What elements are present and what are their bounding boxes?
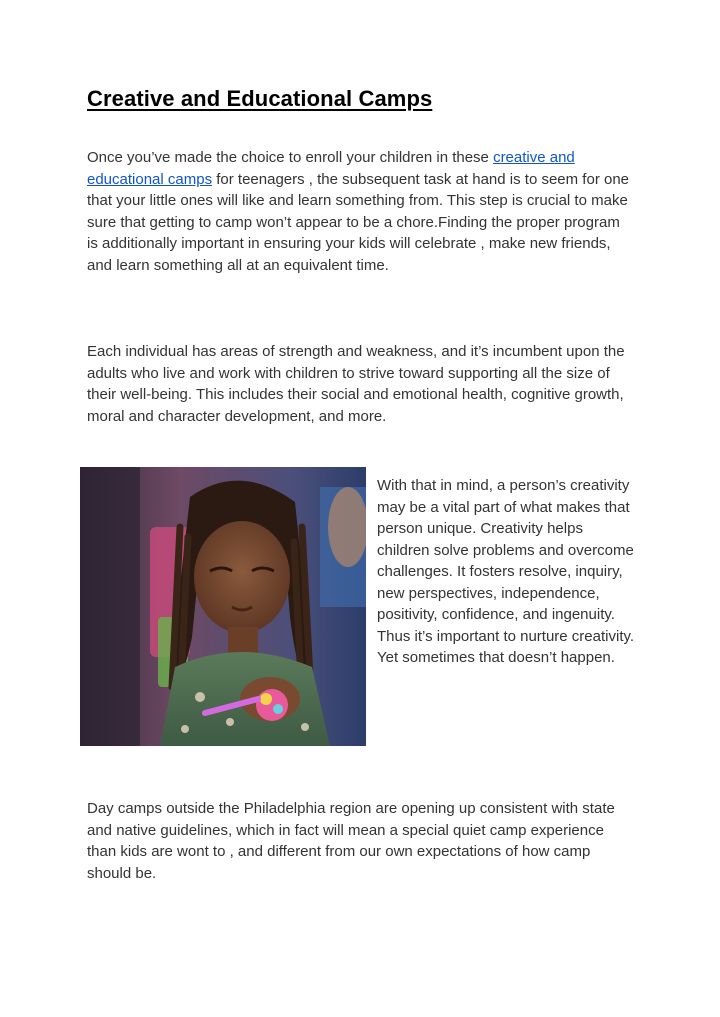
paragraph-intro-before-link: Once you’ve made the choice to enroll your children in these [87, 149, 494, 166]
girl-crafting-photo [80, 467, 366, 746]
creative-camps-link[interactable]: creative and educational camps [87, 149, 575, 188]
paragraph-creativity: With that in mind, a person’s creativity may be a vital part of what makes that person unique. Creativity helps children solve problems and overcome challenges. It fosters resolve, inquiry, new perspectives, independence, positivity, confidence, and ingenuity. Thus it’s important to nurture creativity. Yet sometimes that doesn’t happen. [377, 477, 635, 666]
paragraph-strengths: Each individual has areas of strength and weakness, and it’s incumbent upon the adults who live and work with children to strive toward supporting all the size of their well-being. This includes their social and emotional health, cognitive growth, moral and character development, and more. [87, 343, 625, 425]
page-title: Creative and Educational Camps [87, 86, 433, 111]
paragraph-intro [87, 147, 632, 276]
paragraph-intro-after-link: for teenagers , the subsequent task at hand is to seem for one that your little ones will like and learn something from. This step is crucial to make sure that getting to camp won’t appear to be a chore.Finding the proper program is additionally important in ensuring your kids will celebrate , make new friends, and learn something all at an equivalent time. [87, 170, 630, 274]
paragraph-day-camps: Day camps outside the Philadelphia region are opening up consistent with state and native guidelines, which in fact will mean a special quiet camp experience than kids are wont to , and different from our own expectations of how camp should be. [87, 800, 615, 882]
